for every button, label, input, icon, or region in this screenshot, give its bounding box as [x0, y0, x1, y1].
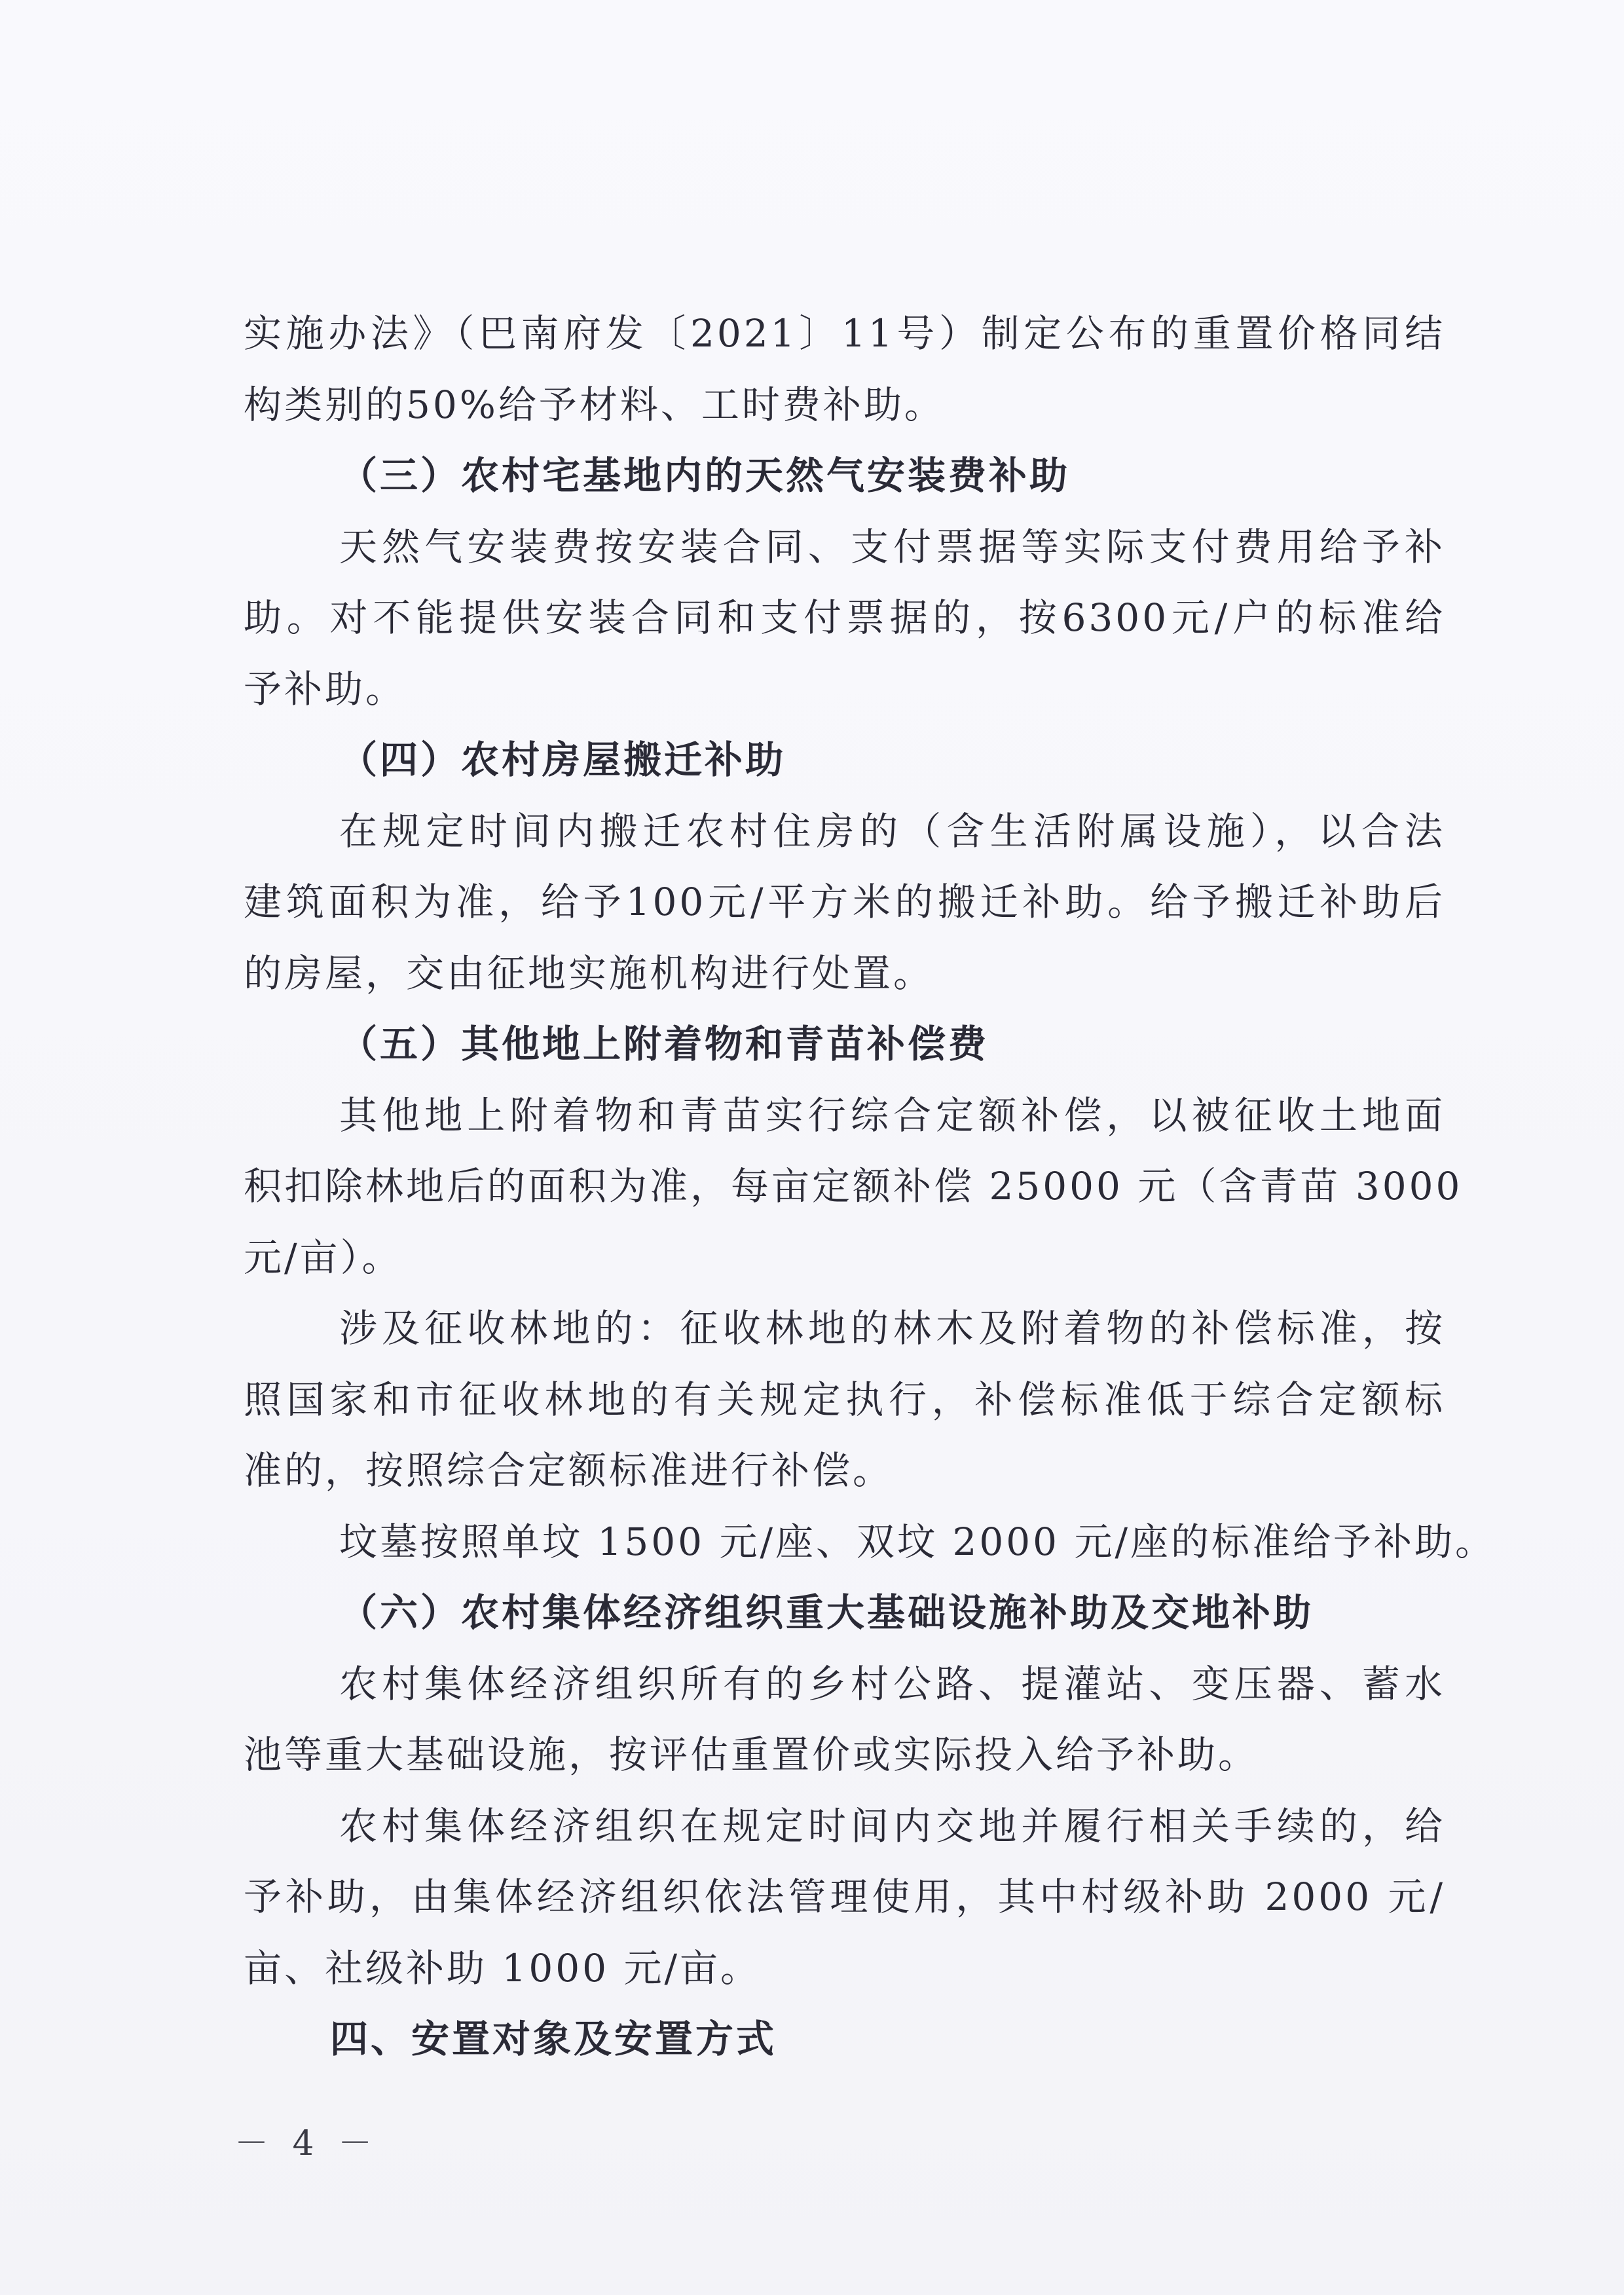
paragraph-line: 的房屋，交由征地实施机构进行处置。: [244, 950, 934, 996]
paragraph-line: 照国家和市征收林地的有关规定执行，补偿标准低于综合定额标: [244, 1377, 1445, 1422]
paragraph-line: 实施办法》（巴南府发〔2021〕11号）制定公布的重置价格同结: [244, 311, 1445, 356]
paragraph-line: 其他地上附着物和青苗实行综合定额补偿，以被征收土地面: [339, 1092, 1445, 1138]
section-heading: 四、安置对象及安置方式: [330, 2017, 777, 2061]
paragraph-line: 涉及征收林地的：征收林地的林木及附着物的补偿标准，按: [339, 1306, 1445, 1351]
paragraph-line: 助。对不能提供安装合同和支付票据的，按6300元/户的标准给: [244, 595, 1445, 640]
paragraph-line: 坟墓按照单坟 1500 元/座、双坟 2000 元/座的标准给予补助。: [339, 1519, 1496, 1564]
page-number: － 4 －: [234, 2124, 379, 2163]
paragraph-line: 在规定时间内搬迁农村住房的（含生活附属设施），以合法: [339, 808, 1445, 853]
paragraph-line: 构类别的50%给予材料、工时费补助。: [244, 382, 945, 427]
document-body: [244, 298, 1496, 2075]
paragraph-line: 建筑面积为准，给予100元/平方米的搬迁补助。给予搬迁补助后: [244, 880, 1445, 924]
paragraph-line: 农村集体经济组织所有的乡村公路、提灌站、变压器、蓄水: [339, 1661, 1445, 1706]
section-subheading: （三）农村宅基地内的天然气安装费补助: [339, 453, 1071, 498]
paragraph-line: 予补助。: [244, 666, 407, 711]
paragraph-line: 农村集体经济组织在规定时间内交地并履行相关手续的，给: [339, 1803, 1445, 1848]
paragraph-line: 元/亩）。: [244, 1235, 403, 1280]
paragraph-line: 予补助，由集体经济组织依法管理使用，其中村级补助 2000 元/: [244, 1875, 1445, 1919]
paragraph-line: 积扣除林地后的面积为准，每亩定额补偿 25000 元（含青苗 3000: [244, 1164, 1463, 1208]
section-subheading: （六）农村集体经济组织重大基础设施补助及交地补助: [339, 1590, 1314, 1635]
paragraph-line: 天然气安装费按安装合同、支付票据等实际支付费用给予补: [339, 524, 1445, 569]
paragraph-line: 准的，按照综合定额标准进行补偿。: [244, 1448, 894, 1493]
section-subheading: （五）其他地上附着物和青苗补偿费: [339, 1022, 989, 1066]
section-subheading: （四）农村房屋搬迁补助: [339, 737, 786, 782]
paragraph-line: 亩、社级补助 1000 元/亩。: [244, 1945, 762, 1990]
paragraph-line: 池等重大基础设施，按评估重置价或实际投入给予补助。: [244, 1732, 1259, 1777]
